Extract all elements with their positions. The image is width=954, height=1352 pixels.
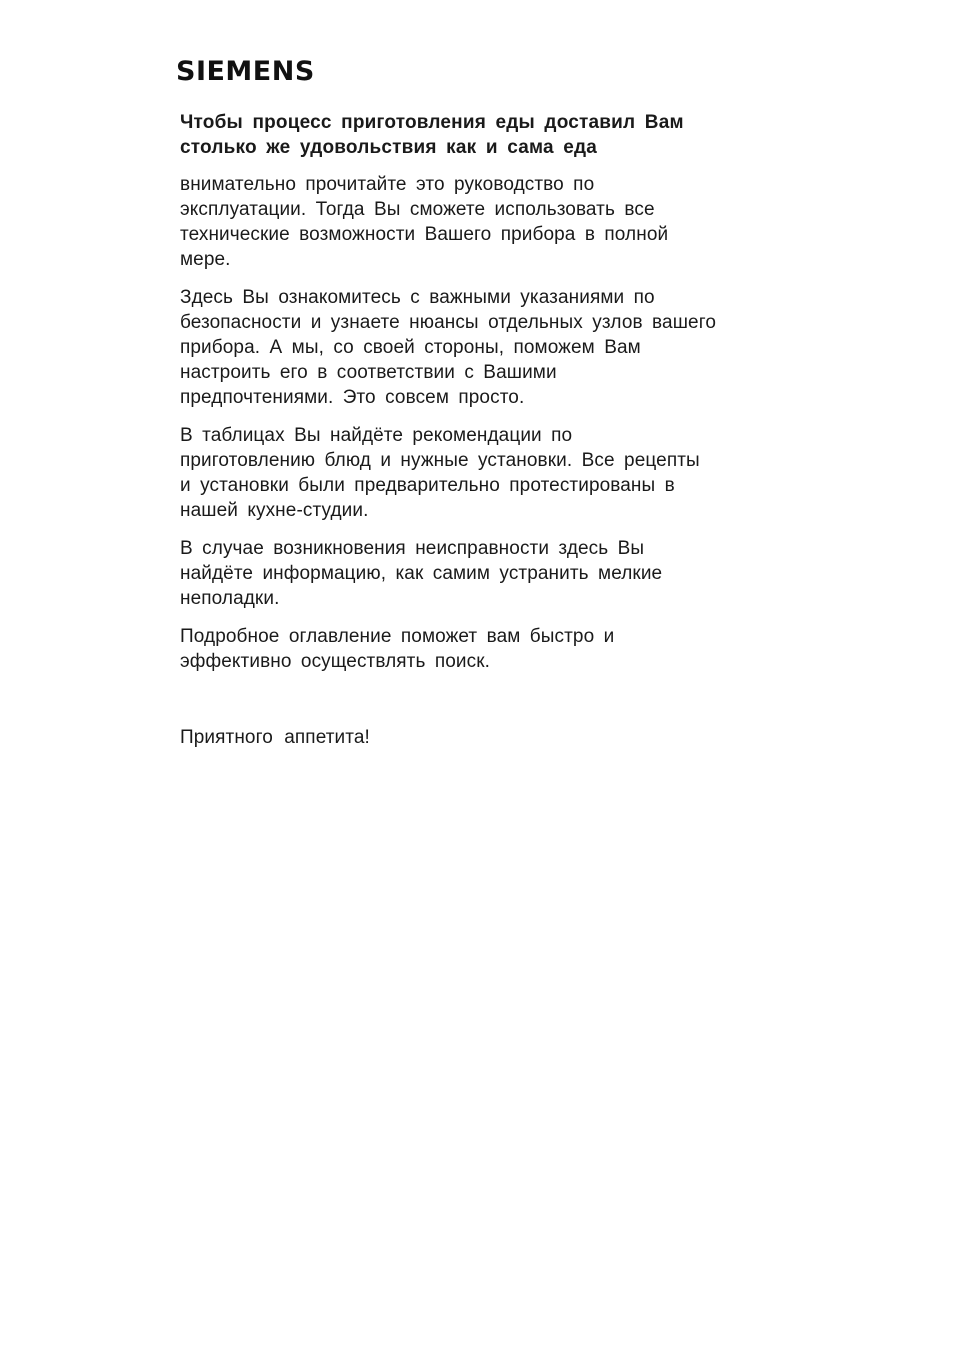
siemens-logo: SIEMENS	[176, 56, 315, 87]
intro-text	[180, 110, 780, 750]
intro-heading: Чтобы процесс приготовления еды доставил Вам столько же удовольствия как и сама еда	[180, 112, 684, 158]
intro-paragraph-troubleshooting: В случае возникновения неисправности здесь Вы найдёте информацию, как самим устранить мелкие неполадки.	[180, 538, 663, 609]
intro-paragraph-contents: Подробное оглавление поможет вам быстро и эффективно осуществлять поиск.	[180, 626, 615, 672]
intro-paragraph-read-manual: внимательно прочитайте это руководство по эксплуатации. Тогда Вы сможете использовать все технические возможности Вашего прибора в полной мере.	[180, 174, 669, 270]
intro-paragraph-tables: В таблицах Вы найдёте рекомендации по приготовлению блюд и нужные установки. Все рецепты и установки были предварительно протестированы в нашей кухне-студии.	[180, 425, 700, 521]
intro-paragraph-safety: Здесь Вы ознакомитесь с важными указаниями по безопасности и узнаете нюансы отдельных узлов вашего прибора. А мы, со своей стороны, поможем Вам настроить его в соответствии с Вашими предпочтениями. Это совсем просто.	[180, 287, 716, 408]
closing-line: Приятного аппетита!	[180, 727, 370, 748]
